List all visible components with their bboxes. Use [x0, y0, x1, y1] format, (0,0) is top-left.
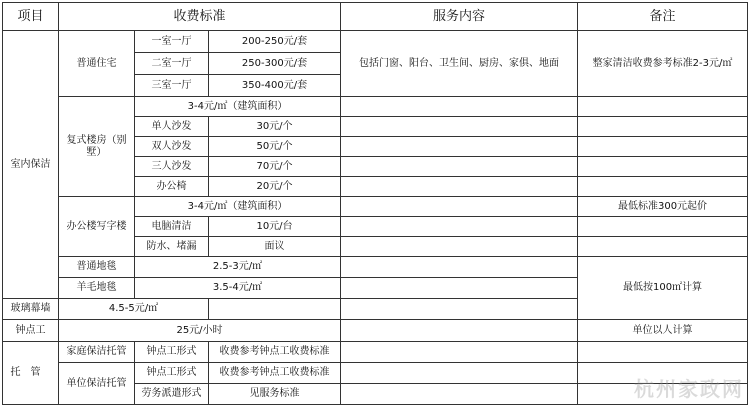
trust-unit-standard-1: 收费参考钟点工收费标准 — [209, 363, 341, 384]
ordinary-room-2: 二室一厅 — [135, 53, 209, 75]
ordinary-price-1: 200-250元/套 — [209, 31, 341, 53]
watermark: 杭州家政网 — [634, 377, 744, 401]
ordinary-room-1: 一室一厅 — [135, 31, 209, 53]
carpet-price-3: 4.5-5元/㎡ — [59, 299, 209, 320]
office-area-price: 3-4元/㎡（建筑面积） — [135, 197, 341, 217]
duplex-price-1: 30元/个 — [209, 117, 341, 137]
office-remark: 最低标准300元起价 — [578, 197, 748, 217]
trust-unit-standard-2: 见服务标准 — [209, 384, 341, 405]
duplex-area-price: 3-4元/㎡（建筑面积） — [135, 97, 341, 117]
office-label: 办公楼写字楼 — [59, 197, 135, 257]
office-price-1: 10元/台 — [209, 217, 341, 237]
hourly-price: 25元/小时 — [59, 320, 341, 342]
duplex-item-3: 三人沙发 — [135, 157, 209, 177]
ordinary-price-3: 350-400元/套 — [209, 75, 341, 97]
trust-home-form: 钟点工形式 — [135, 342, 209, 363]
category-hourly: 钟点工 — [3, 320, 59, 342]
carpet-price-2: 3.5-4元/㎡ — [135, 278, 341, 299]
hourly-remark: 单位以人计算 — [578, 320, 748, 342]
duplex-item-2: 双人沙发 — [135, 137, 209, 157]
duplex-item-1: 单人沙发 — [135, 117, 209, 137]
ordinary-room-3: 三室一厅 — [135, 75, 209, 97]
ordinary-price-2: 250-300元/套 — [209, 53, 341, 75]
office-price-2: 面议 — [209, 237, 341, 257]
header-service: 服务内容 — [341, 3, 578, 31]
header-item: 项目 — [3, 3, 59, 31]
duplex-price-4: 20元/个 — [209, 177, 341, 197]
carpet-remark: 最低按100㎡计算 — [578, 257, 748, 320]
ordinary-label: 普通住宅 — [59, 31, 135, 97]
header-remark: 备注 — [578, 3, 748, 31]
duplex-item-4: 办公椅 — [135, 177, 209, 197]
header-fee: 收费标准 — [59, 3, 341, 31]
carpet-item-2: 羊毛地毯 — [59, 278, 135, 299]
category-indoor: 室内保洁 — [3, 31, 59, 299]
duplex-label: 复式楼房（别墅） — [59, 97, 135, 197]
price-table — [2, 2, 748, 405]
category-trust: 托管 — [3, 342, 59, 405]
carpet-item-3: 玻璃幕墙 — [3, 299, 59, 320]
ordinary-service: 包括门窗、阳台、卫生间、厨房、家俱、地面 — [341, 31, 578, 97]
trust-unit-form-1: 钟点工形式 — [135, 363, 209, 384]
trust-home-label: 家庭保洁托管 — [59, 342, 135, 363]
duplex-price-3: 70元/个 — [209, 157, 341, 177]
ordinary-remark: 整家清洁收费参考标准2-3元/㎡ — [578, 31, 748, 97]
trust-unit-label: 单位保洁托管 — [59, 363, 135, 405]
office-item-1: 电脑清洁 — [135, 217, 209, 237]
trust-unit-form-2: 劳务派遣形式 — [135, 384, 209, 405]
trust-home-standard: 收费参考钟点工收费标准 — [209, 342, 341, 363]
duplex-price-2: 50元/个 — [209, 137, 341, 157]
carpet-item-1: 普通地毯 — [59, 257, 135, 278]
office-item-2: 防水、堵漏 — [135, 237, 209, 257]
carpet-price-1: 2.5-3元/㎡ — [135, 257, 341, 278]
